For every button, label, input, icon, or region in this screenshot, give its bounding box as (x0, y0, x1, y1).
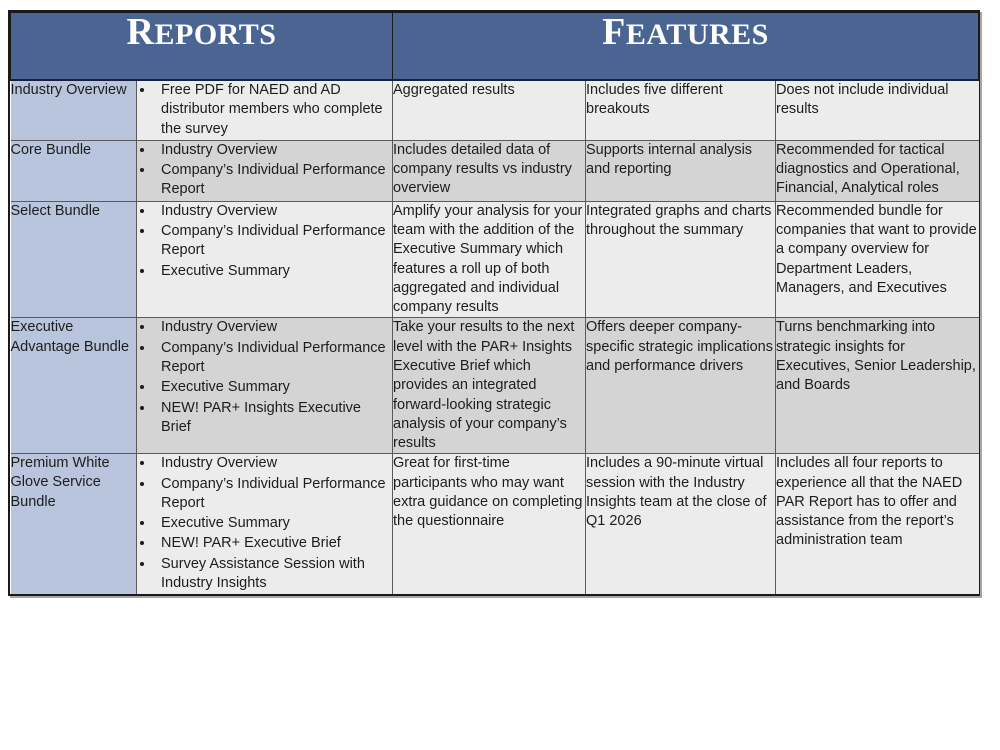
row-feature-3-premium-white-glove-service-bundle: Includes all four reports to experience all that the NAED PAR Report has to offer and assistance from the report’s administration team (776, 454, 979, 594)
table-header (11, 13, 979, 81)
list-item: • Executive Summary (155, 378, 392, 397)
list-item: • NEW! PAR+ Insights Executive Brief (155, 399, 392, 438)
bullet-list (137, 202, 392, 281)
header-features (393, 13, 979, 81)
header-features-rest: EATURES (625, 18, 769, 51)
row-label-core-bundle: Core Bundle (11, 140, 137, 201)
header-reports-lead: R (126, 11, 155, 53)
row-label-premium-white-glove-service-bundle: Premium White Glove Service Bundle (11, 454, 137, 594)
header-reports-rest: EPORTS (154, 18, 277, 51)
row-bullets-industry-overview (137, 80, 393, 140)
list-item: • Industry Overview (155, 318, 392, 337)
list-item: • Free PDF for NAED and AD distributor members who complete the survey (155, 81, 392, 139)
bullet-list (137, 141, 392, 200)
row-feature-1-core-bundle: Includes detailed data of company results vs industry overview (393, 140, 586, 201)
row-label-executive-advantage-bundle: Executive Advantage Bundle (11, 318, 137, 454)
row-feature-1-premium-white-glove-service-bundle: Great for first-time participants who may want extra guidance on completing the questionnaire (393, 454, 586, 594)
row-bullets-core-bundle (137, 140, 393, 201)
list-item: • Company’s Individual Performance Report (155, 475, 392, 514)
row-label-select-bundle: Select Bundle (11, 201, 137, 318)
bullet-list (137, 454, 392, 593)
row-feature-2-premium-white-glove-service-bundle: Includes a 90-minute virtual session with the Industry Insights team at the close of Q1 2026 (586, 454, 776, 594)
list-item: • Industry Overview (155, 141, 392, 160)
list-item: • Executive Summary (155, 262, 392, 281)
row-feature-1-select-bundle: Amplify your analysis for your team with the addition of the Executive Summary which features a roll up of both aggregated and individual company results (393, 201, 586, 318)
list-item: • Company’s Individual Performance Report (155, 161, 392, 200)
list-item: • Industry Overview (155, 454, 392, 473)
bullet-list (137, 318, 392, 437)
header-row (11, 13, 979, 81)
row-feature-3-executive-advantage-bundle: Turns benchmarking into strategic insights for Executives, Senior Leadership, and Boards (776, 318, 979, 454)
row-feature-3-select-bundle: Recommended bundle for companies that want to provide a company overview for Department Leaders, Managers, and Executives (776, 201, 979, 318)
list-item: • Company’s Individual Performance Report (155, 222, 392, 261)
row-bullets-executive-advantage-bundle (137, 318, 393, 454)
row-bullets-select-bundle (137, 201, 393, 318)
row-feature-3-core-bundle: Recommended for tactical diagnostics and Operational, Financial, Analytical roles (776, 140, 979, 201)
list-item: • Survey Assistance Session with Industry Insights (155, 555, 392, 594)
header-features-lead: F (602, 11, 626, 53)
table-row (11, 318, 979, 454)
list-item: • Company’s Individual Performance Report (155, 339, 392, 378)
table-row (11, 454, 979, 594)
header-reports (11, 13, 393, 81)
row-feature-2-industry-overview: Includes five different breakouts (586, 80, 776, 140)
list-item: • Industry Overview (155, 202, 392, 221)
table-row (11, 80, 979, 140)
row-feature-3-industry-overview: Does not include individual results (776, 80, 979, 140)
row-feature-2-executive-advantage-bundle: Offers deeper company-specific strategic implications and performance drivers (586, 318, 776, 454)
reports-features-table (10, 12, 979, 594)
bullet-list (137, 81, 392, 139)
row-feature-2-select-bundle: Integrated graphs and charts throughout the summary (586, 201, 776, 318)
row-feature-1-executive-advantage-bundle: Take your results to the next level with the PAR+ Insights Executive Brief which provides an integrated forward-looking strategic analysis of your company’s results (393, 318, 586, 454)
row-feature-1-industry-overview: Aggregated results (393, 80, 586, 140)
row-label-industry-overview: Industry Overview (11, 80, 137, 140)
list-item: • Executive Summary (155, 514, 392, 533)
row-feature-2-core-bundle: Supports internal analysis and reporting (586, 140, 776, 201)
list-item: • NEW! PAR+ Executive Brief (155, 534, 392, 553)
comparison-table-container (8, 10, 980, 596)
table-body (11, 80, 979, 594)
table-row (11, 201, 979, 318)
row-bullets-premium-white-glove-service-bundle (137, 454, 393, 594)
table-row (11, 140, 979, 201)
